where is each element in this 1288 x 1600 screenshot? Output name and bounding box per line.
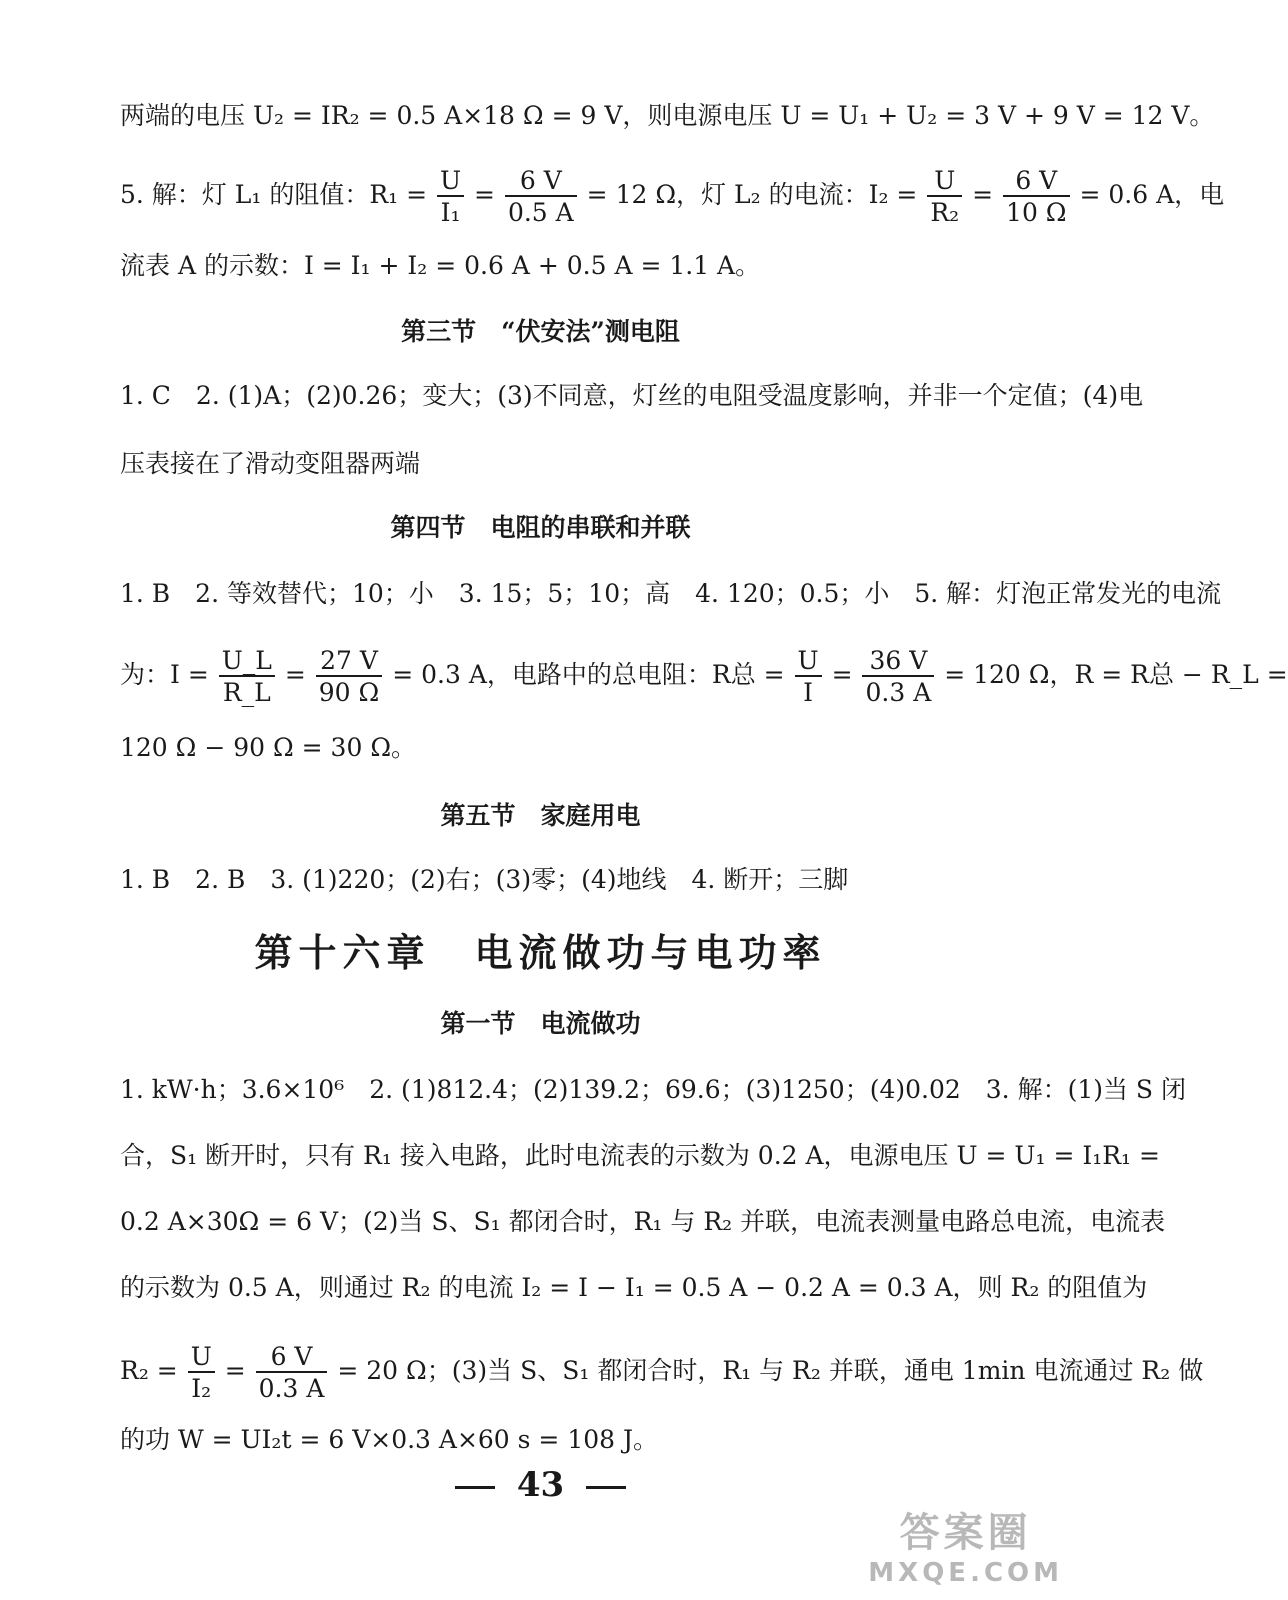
text-segment: =	[284, 660, 306, 689]
text-line-12: 0.2 A×30Ω = 6 V；(2)当 S、S₁ 都闭合时，R₁ 与 R₂ 并联，电流表测量电路总电流，电流表	[120, 1207, 1166, 1236]
text-segment: = 0.6 A，电	[1079, 180, 1225, 209]
page-number: 43	[0, 1465, 1081, 1505]
fraction-6v-over-03a: $\frac{6 V}{0.3 A}$	[256, 1344, 328, 1401]
text-line-8: 120 Ω − 90 Ω = 30 Ω。	[120, 733, 417, 762]
text-line-10: 1. kW·h；3.6×10⁶ 2. (1)812.4；(2)139.2；69.6；(3)1250；(4)0.02 3. 解：(1)当 S 闭	[120, 1075, 1187, 1104]
text-segment: =	[972, 180, 994, 209]
text-segment: = 120 Ω，R = R总 − R_L =	[944, 660, 1288, 689]
text-line-1: 两端的电压 U₂ = IR₂ = 0.5 A×18 Ω = 9 V，则电源电压 U = U₁ + U₂ = 3 V + 9 V = 12 V。	[120, 101, 1215, 130]
text-line-3: 流表 A 的示数：I = I₁ + I₂ = 0.6 A + 0.5 A = 1.1 A。	[120, 251, 761, 280]
text-line-7	[120, 646, 1288, 707]
dash-left	[455, 1486, 495, 1489]
fraction-36v-over-03a: $\frac{36 V}{0.3 A}$	[862, 648, 934, 705]
text-segment: = 0.3 A，电路中的总电阻：R总 =	[392, 660, 785, 689]
text-segment: R₂ =	[120, 1356, 178, 1385]
text-line-2	[120, 166, 1225, 227]
text-segment: = 12 Ω，灯 L₂ 的电流：I₂ =	[586, 180, 918, 209]
section-heading-5: 第五节 家庭用电	[440, 801, 641, 830]
section-heading-3: 第三节 “伏安法”测电阻	[401, 317, 680, 346]
text-line-11: 合，S₁ 断开时，只有 R₁ 接入电路，此时电流表的示数为 0.2 A，电源电压 U = U₁ = I₁R₁ =	[120, 1141, 1160, 1170]
fraction-6v-over-05a: $\frac{6 V}{0.5 A}$	[505, 168, 577, 225]
fraction-u-over-r2: $\frac{U}{\text{R₂}}$	[927, 168, 962, 225]
text-line-4: 1. C 2. (1)A；(2)0.26；变大；(3)不同意，灯丝的电阻受温度影响，并非一个定值；(4)电	[120, 381, 1144, 410]
text-segment: =	[474, 180, 495, 209]
fraction-u-over-i1: $\frac{U}{\text{I₁}}$	[437, 168, 464, 225]
text-segment: =	[224, 1356, 246, 1385]
text-segment: = 20 Ω；(3)当 S、S₁ 都闭合时，R₁ 与 R₂ 并联，通电 1min 电流通过 R₂ 做	[337, 1356, 1204, 1385]
fraction-27v-over-90ohm: $\frac{27 V}{90 \Omega}$	[316, 648, 383, 705]
text-segment: =	[831, 660, 853, 689]
text-line-13: 的示数为 0.5 A，则通过 R₂ 的电流 I₂ = I − I₁ = 0.5 A − 0.2 A = 0.3 A，则 R₂ 的阻值为	[120, 1273, 1148, 1302]
fraction-u-over-i: $\frac{U}{I}$	[795, 648, 822, 705]
fraction-u-over-i2: $\frac{U}{\text{I₂}}$	[188, 1344, 215, 1401]
text-line-14	[120, 1342, 1204, 1403]
text-line-15: 的功 W = UI₂t = 6 V×0.3 A×60 s = 108 J。	[120, 1425, 659, 1454]
text-segment: 为：I =	[120, 660, 209, 689]
text-line-6: 1. B 2. 等效替代；10；小 3. 15；5；10；高 4. 120；0.5；小 5. 解：灯泡正常发光的电流	[120, 579, 1222, 608]
text-line-9: 1. B 2. B 3. (1)220；(2)右；(3)零；(4)地线 4. 断开；三脚	[120, 865, 849, 894]
text-line-5: 压表接在了滑动变阻器两端	[120, 449, 421, 478]
fraction-ul-over-rl: $\frac{U\_L}{R\_L}$	[219, 648, 275, 705]
text-segment: 5. 解：灯 L₁ 的阻值：R₁ =	[120, 180, 428, 209]
section-heading-4: 第四节 电阻的串联和并联	[390, 513, 691, 542]
fraction-6v-over-10ohm: $\frac{6 V}{10 \Omega}$	[1003, 168, 1070, 225]
dash-right	[586, 1486, 626, 1489]
watermark-logo: 答案圈 MXQE.COM	[868, 1510, 1063, 1588]
chapter-title: 第十六章 电流做功与电功率	[254, 930, 827, 975]
section-heading-1: 第一节 电流做功	[440, 1009, 641, 1038]
